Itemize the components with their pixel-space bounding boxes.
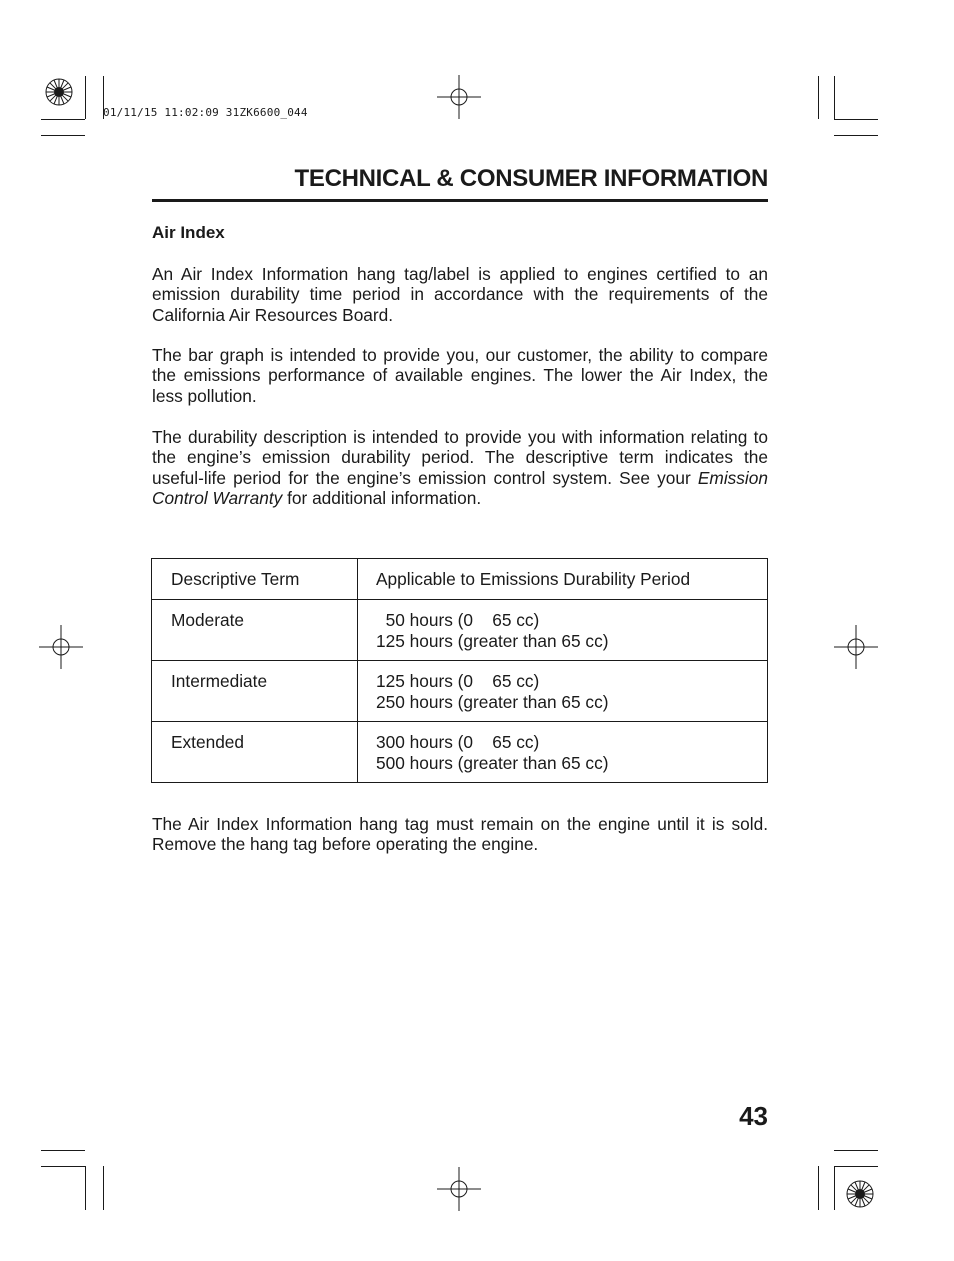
paragraph-durability-text-end: for additional information. [282, 487, 482, 508]
table-cell-term: Moderate [152, 600, 358, 661]
paragraph-remove-tag: The Air Index Information hang tag must remain on the engine until it is sold. Remove the hang tag before operating the engine. [152, 814, 768, 855]
paragraph-durability [152, 427, 768, 508]
table-row [152, 661, 768, 722]
crosshair-registration-icon [834, 625, 878, 669]
page-title: TECHNICAL & CONSUMER INFORMATION [294, 165, 768, 192]
paragraph-durability-text: The durability description is intended to provide you with information relating to the engine’s emission durability period. The descriptive term indicates the useful-life period for the engine’s emission control system. See your [152, 427, 768, 488]
period-large-engine: 250 hours (greater than 65 cc) [376, 691, 609, 712]
warranty-reference: Emission Control Warranty [152, 467, 768, 508]
page-number: 43 [739, 1101, 768, 1131]
table-header-row [152, 559, 768, 600]
period-small-engine: 50 hours (0 65 cc) [376, 610, 540, 630]
period-large-engine: 500 hours (greater than 65 cc) [376, 752, 609, 773]
paragraph-bar-graph: The bar graph is intended to provide you, our customer, the ability to compare the emissions performance of available engines. The lower the Air Index, the less pollution. [152, 345, 768, 406]
paragraph-hang-tag: An Air Index Information hang tag/label is applied to engines certified to an emission durability time period in accordance with the requirements of the California Air Resources Board. [152, 264, 768, 325]
table-header-term: Descriptive Term [152, 559, 358, 600]
title-rule [152, 199, 768, 202]
starburst-registration-icon [845, 1179, 875, 1209]
period-small-engine: 300 hours (0 65 cc) [376, 732, 540, 752]
section-heading: Air Index [152, 223, 225, 242]
table-header-period: Applicable to Emissions Durability Period [358, 559, 768, 600]
table-row [152, 600, 768, 661]
table-cell-period [358, 722, 768, 783]
table-cell-period [358, 661, 768, 722]
table-row [152, 722, 768, 783]
starburst-registration-icon [44, 77, 74, 107]
crosshair-registration-icon [437, 1167, 481, 1211]
period-large-engine: 125 hours (greater than 65 cc) [376, 630, 609, 651]
durability-table [151, 558, 768, 783]
period-small-engine: 125 hours (0 65 cc) [376, 671, 540, 691]
crosshair-registration-icon [39, 625, 83, 669]
print-timestamp: 01/11/15 11:02:09 31ZK6600_044 [103, 106, 308, 119]
crosshair-registration-icon [437, 75, 481, 119]
table-cell-term: Intermediate [152, 661, 358, 722]
table-cell-term: Extended [152, 722, 358, 783]
table-cell-period [358, 600, 768, 661]
